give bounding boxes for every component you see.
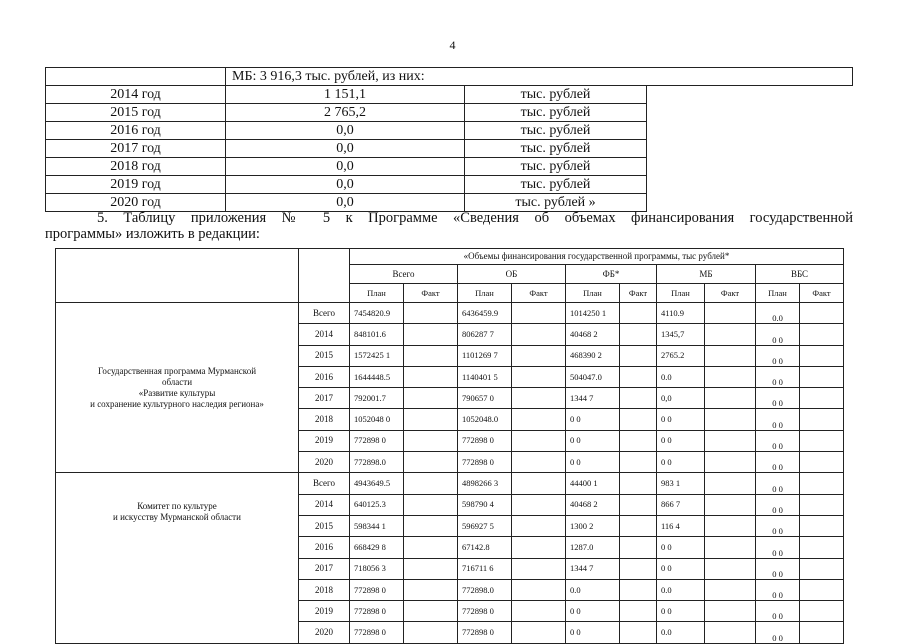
vbs-plan: 0 0 (756, 452, 800, 473)
vbs-fact (800, 537, 844, 558)
mb-value: 2 765,2 (226, 104, 465, 122)
ob-fact (512, 452, 566, 473)
vbs-fact (800, 345, 844, 366)
fb-fact (620, 537, 657, 558)
ob-plan: 790657 0 (458, 388, 512, 409)
ob-fact (512, 494, 566, 515)
mb-plan: 866 7 (657, 494, 705, 515)
mb-plan: 0.0 (657, 366, 705, 387)
vbs-fact (800, 579, 844, 600)
fb-fact (620, 452, 657, 473)
ob-fact (512, 622, 566, 643)
fb-fact (620, 345, 657, 366)
total-fact (404, 345, 458, 366)
mb-row (46, 194, 853, 212)
mb-funding-table (45, 67, 853, 212)
total-fact (404, 515, 458, 536)
ob-plan: 772898 0 (458, 622, 512, 643)
mb-plan: 0 0 (657, 601, 705, 622)
mb-fact (705, 494, 756, 515)
fact-header: Факт (705, 284, 756, 303)
vbs-plan: 0 0 (756, 579, 800, 600)
mb-unit: тыс. рублей (465, 140, 647, 158)
total-fact (404, 579, 458, 600)
mb-plan: 0 0 (657, 558, 705, 579)
mb-plan: 0 0 (657, 430, 705, 451)
section-name-line: области (161, 376, 193, 387)
total-plan: 7454820.9 (350, 303, 404, 324)
section-name-line: и сохранение культурного наследия региона» (90, 398, 264, 409)
total-fact (404, 622, 458, 643)
vbs-fact (800, 388, 844, 409)
vbs-plan: 0 0 (756, 388, 800, 409)
group-header: МБ (657, 265, 756, 284)
vbs-fact (800, 430, 844, 451)
finance-table (55, 248, 844, 644)
vbs-plan: 0 0 (756, 409, 800, 430)
total-fact (404, 452, 458, 473)
plan-header: План (657, 284, 705, 303)
fb-fact (620, 622, 657, 643)
mb-fact (705, 622, 756, 643)
finance-row (56, 303, 844, 324)
ob-plan: 4898266 3 (458, 473, 512, 494)
mb-fact (705, 430, 756, 451)
section-name-line: Государственная программа Мурманской (97, 365, 257, 376)
vbs-fact (800, 622, 844, 643)
instruction-text (45, 210, 853, 242)
mb-value: 0,0 (226, 158, 465, 176)
mb-plan: 0 0 (657, 452, 705, 473)
fb-fact (620, 579, 657, 600)
row-year: 2018 (299, 409, 350, 430)
corner-empty-cell (56, 249, 299, 303)
fb-plan: 1344 7 (566, 558, 620, 579)
fact-header: Факт (512, 284, 566, 303)
mb-row (46, 86, 853, 104)
mb-fact (705, 601, 756, 622)
vbs-plan: 0 0 (756, 537, 800, 558)
total-plan: 1644448.5 (350, 366, 404, 387)
ob-fact (512, 579, 566, 600)
total-plan: 772898 0 (350, 430, 404, 451)
mb-year: 2019 год (46, 176, 226, 194)
total-fact (404, 388, 458, 409)
mb-fact (705, 452, 756, 473)
total-fact (404, 601, 458, 622)
mb-plan: 0.0 (657, 579, 705, 600)
mb-fact (705, 345, 756, 366)
fb-plan: 1014250 1 (566, 303, 620, 324)
fact-header: Факт (620, 284, 657, 303)
plan-header: План (350, 284, 404, 303)
instruction-line-1: 5. Таблицу приложения № 5 к Программе «Сведения об объемах финансирования государственной (97, 210, 853, 226)
total-plan: 1052048 0 (350, 409, 404, 430)
empty-left-cell (46, 68, 226, 86)
group-header: ВБС (756, 265, 844, 284)
vbs-plan: 0 0 (756, 473, 800, 494)
ob-fact (512, 515, 566, 536)
row-year: 2014 (299, 324, 350, 345)
mb-unit: тыс. рублей » (465, 194, 647, 212)
ob-fact (512, 537, 566, 558)
mb-unit: тыс. рублей (465, 122, 647, 140)
total-fact (404, 558, 458, 579)
vbs-fact (800, 494, 844, 515)
mb-value: 1 151,1 (226, 86, 465, 104)
mb-year: 2017 год (46, 140, 226, 158)
row-year: Всего (299, 473, 350, 494)
total-plan: 718056 3 (350, 558, 404, 579)
total-fact (404, 494, 458, 515)
ob-plan: 1140401 5 (458, 366, 512, 387)
year-header-empty-cell (299, 249, 350, 303)
mb-plan: 0,0 (657, 388, 705, 409)
plan-header: План (756, 284, 800, 303)
vbs-fact (800, 303, 844, 324)
ob-plan: 772898.0 (458, 579, 512, 600)
vbs-plan: 0 0 (756, 324, 800, 345)
ob-plan: 1101269 7 (458, 345, 512, 366)
vbs-fact (800, 515, 844, 536)
total-plan: 668429 8 (350, 537, 404, 558)
total-fact (404, 537, 458, 558)
vbs-plan: 0 0 (756, 515, 800, 536)
fb-fact (620, 430, 657, 451)
ob-plan: 716711 6 (458, 558, 512, 579)
fb-plan: 468390 2 (566, 345, 620, 366)
row-year: 2020 (299, 622, 350, 643)
mb-plan: 0 0 (657, 537, 705, 558)
mb-fact (705, 366, 756, 387)
mb-value: 0,0 (226, 122, 465, 140)
total-plan: 772898 0 (350, 579, 404, 600)
row-year: 2020 (299, 452, 350, 473)
vbs-plan: 0 0 (756, 345, 800, 366)
total-plan: 4943649.5 (350, 473, 404, 494)
vbs-fact (800, 558, 844, 579)
mb-unit: тыс. рублей (465, 158, 647, 176)
section-name-line: Комитет по культуре (137, 501, 217, 512)
total-plan: 640125.3 (350, 494, 404, 515)
section-name (56, 303, 299, 473)
vbs-fact (800, 473, 844, 494)
fact-header: Факт (404, 284, 458, 303)
ob-fact (512, 345, 566, 366)
mb-row (46, 104, 853, 122)
ob-plan: 772898 0 (458, 601, 512, 622)
mb-year: 2016 год (46, 122, 226, 140)
finance-body (56, 303, 844, 644)
mb-fact (705, 537, 756, 558)
mb-row (46, 140, 853, 158)
vbs-fact (800, 366, 844, 387)
fb-fact (620, 473, 657, 494)
mb-row (46, 158, 853, 176)
vbs-plan: 0 0 (756, 494, 800, 515)
mb-fact (705, 388, 756, 409)
ob-fact (512, 601, 566, 622)
vbs-fact (800, 324, 844, 345)
finance-row (56, 473, 844, 494)
row-year: 2015 (299, 515, 350, 536)
section-name (56, 473, 299, 643)
mb-year: 2015 год (46, 104, 226, 122)
total-plan: 772898 0 (350, 622, 404, 643)
vbs-fact (800, 452, 844, 473)
total-plan: 598344 1 (350, 515, 404, 536)
row-year: 2016 (299, 366, 350, 387)
fb-fact (620, 515, 657, 536)
mb-plan: 983 1 (657, 473, 705, 494)
row-year: 2015 (299, 345, 350, 366)
fb-fact (620, 388, 657, 409)
total-plan: 792001.7 (350, 388, 404, 409)
mb-fact (705, 409, 756, 430)
mb-fact (705, 324, 756, 345)
row-year: Всего (299, 303, 350, 324)
total-plan: 772898 0 (350, 601, 404, 622)
row-year: 2019 (299, 430, 350, 451)
fb-plan: 1287.0 (566, 537, 620, 558)
group-header: Всего (350, 265, 458, 284)
ob-fact (512, 473, 566, 494)
mb-plan: 4110.9 (657, 303, 705, 324)
fb-plan: 0.0 (566, 579, 620, 600)
mb-plan: 1345,7 (657, 324, 705, 345)
mb-row (46, 122, 853, 140)
mb-plan: 0.0 (657, 622, 705, 643)
fb-plan: 44400 1 (566, 473, 620, 494)
fb-fact (620, 494, 657, 515)
row-year: 2016 (299, 537, 350, 558)
vbs-fact (800, 409, 844, 430)
total-plan: 848101.6 (350, 324, 404, 345)
fb-plan: 0 0 (566, 622, 620, 643)
fb-plan: 40468 2 (566, 324, 620, 345)
fb-plan: 40468 2 (566, 494, 620, 515)
ob-fact (512, 430, 566, 451)
ob-fact (512, 388, 566, 409)
mb-fact (705, 303, 756, 324)
mb-value: 0,0 (226, 194, 465, 212)
section-name-line: «Развитие культуры (138, 387, 216, 398)
mb-value: 0,0 (226, 176, 465, 194)
instruction-line-2: программы» изложить в редакции: (45, 226, 260, 242)
total-fact (404, 473, 458, 494)
mb-fact (705, 515, 756, 536)
vbs-plan: 0.0 (756, 303, 800, 324)
row-year: 2014 (299, 494, 350, 515)
group-header: ФБ* (566, 265, 657, 284)
row-year: 2017 (299, 388, 350, 409)
fb-fact (620, 558, 657, 579)
ob-plan: 806287 7 (458, 324, 512, 345)
ob-plan: 67142.8 (458, 537, 512, 558)
vbs-plan: 0 0 (756, 430, 800, 451)
fb-fact (620, 303, 657, 324)
fb-fact (620, 409, 657, 430)
table-title: «Объемы финансирования государственной программы, тыс рублей* (350, 249, 844, 265)
fact-header: Факт (800, 284, 844, 303)
ob-plan: 772898 0 (458, 430, 512, 451)
plan-header: План (566, 284, 620, 303)
ob-plan: 1052048.0 (458, 409, 512, 430)
fb-fact (620, 324, 657, 345)
total-plan: 772898.0 (350, 452, 404, 473)
row-year: 2017 (299, 558, 350, 579)
total-plan: 1572425 1 (350, 345, 404, 366)
mb-plan: 2765.2 (657, 345, 705, 366)
plan-header: План (458, 284, 512, 303)
mb-fact (705, 473, 756, 494)
page-number: 4 (449, 38, 456, 52)
mb-fact (705, 579, 756, 600)
fb-fact (620, 366, 657, 387)
ob-fact (512, 324, 566, 345)
ob-fact (512, 558, 566, 579)
fb-fact (620, 601, 657, 622)
total-fact (404, 366, 458, 387)
mb-fact (705, 558, 756, 579)
mb-year: 2018 год (46, 158, 226, 176)
section-name-line: и искусству Мурманской области (113, 512, 241, 523)
ob-fact (512, 366, 566, 387)
fb-plan: 0 0 (566, 409, 620, 430)
fb-plan: 0 0 (566, 430, 620, 451)
fb-plan: 0 0 (566, 601, 620, 622)
vbs-plan: 0 0 (756, 366, 800, 387)
fb-plan: 0 0 (566, 452, 620, 473)
mb-total-header: МБ: 3 916,3 тыс. рублей, из них: (226, 68, 853, 86)
vbs-plan: 0 0 (756, 601, 800, 622)
row-year: 2019 (299, 601, 350, 622)
total-fact (404, 409, 458, 430)
total-fact (404, 430, 458, 451)
group-header: ОБ (458, 265, 566, 284)
ob-fact (512, 409, 566, 430)
vbs-plan: 0 0 (756, 558, 800, 579)
vbs-plan: 0 0 (756, 622, 800, 643)
ob-plan: 598790 4 (458, 494, 512, 515)
mb-row (46, 176, 853, 194)
fb-plan: 1344 7 (566, 388, 620, 409)
fb-plan: 1300 2 (566, 515, 620, 536)
total-fact (404, 303, 458, 324)
ob-plan: 6436459.9 (458, 303, 512, 324)
ob-plan: 596927 5 (458, 515, 512, 536)
mb-year: 2020 год (46, 194, 226, 212)
total-fact (404, 324, 458, 345)
ob-fact (512, 303, 566, 324)
mb-plan: 0 0 (657, 409, 705, 430)
mb-unit: тыс. рублей (465, 104, 647, 122)
ob-plan: 772898 0 (458, 452, 512, 473)
mb-plan: 116 4 (657, 515, 705, 536)
row-year: 2018 (299, 579, 350, 600)
mb-year: 2014 год (46, 86, 226, 104)
fb-plan: 504047.0 (566, 366, 620, 387)
mb-unit: тыс. рублей (465, 176, 647, 194)
vbs-fact (800, 601, 844, 622)
mb-value: 0,0 (226, 140, 465, 158)
mb-unit: тыс. рублей (465, 86, 647, 104)
